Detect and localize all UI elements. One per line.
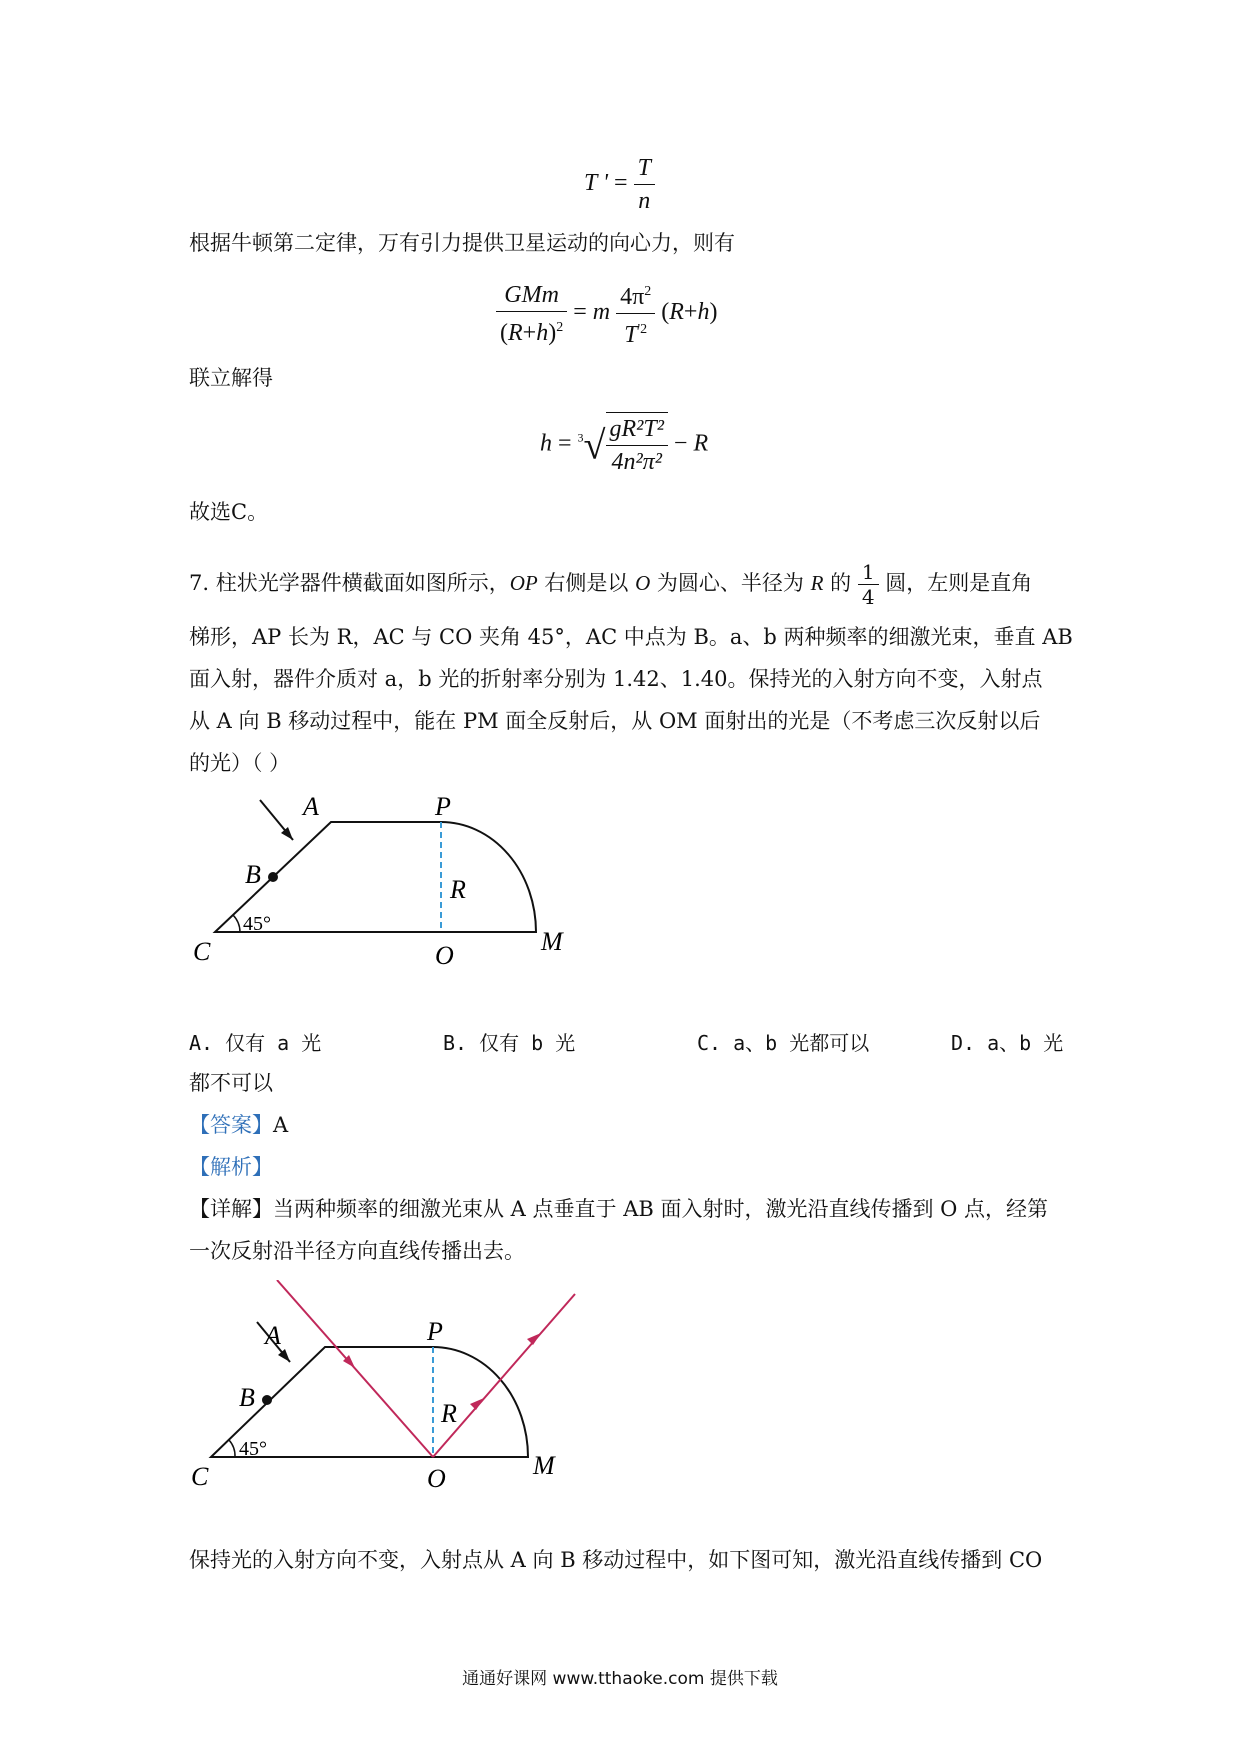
label-P-2: P [427,1317,443,1346]
equation-gravitation: $\frac{\text{GMm}}{(R+h)^2}$ = m $\frac{4\pi^2}{T^{'2}}$ (R+h) [496,276,717,351]
detail-line-1: 【详解】当两种频率的细激光束从 A 点垂直于 AB 面入射时，激光沿直线传播到 O 点，经第 [189,1197,1049,1221]
eq1-fraction [634,152,655,217]
angle-arc [233,915,240,932]
eq1-num: T [634,152,655,185]
label-45-2: 45° [239,1438,267,1460]
text-newton: 根据牛顿第二定律，万有引力提供卫星运动的向心力，则有 [189,231,735,255]
eq2-fraction-right [616,276,655,351]
question-line-1: 7. 柱状光学器件横截面如图所示，OP 右侧是以 O 为圆心、半径为 R 的 $\frac{1}{4}$ 圆，左则是直角 [189,560,1033,609]
answer-tag: 【答案】 [189,1113,273,1137]
figure-cross-section [185,780,585,970]
incident-ray [277,1280,433,1457]
analysis-tag: 【解析】 [189,1155,273,1179]
equation-period: T ' = $\frac{T}{n}$ [584,152,655,217]
label-A: A [303,792,319,821]
label-C-2: C [191,1462,209,1491]
option-a[interactable]: A. 仅有 a 光 [189,1031,322,1055]
eq2-fraction-left [496,279,567,349]
label-B-2: B [239,1383,255,1412]
eq2-frac-den: $T^{'2}$ [624,322,648,348]
angle-arc-2 [229,1440,235,1457]
question-line-5: 的光）（ ） [189,751,291,775]
answer-value: A [273,1113,289,1137]
label-M-2: M [533,1451,555,1480]
label-O: O [435,941,454,970]
question-line-2: 梯形，AP 长为 R，AC 与 CO 夹角 45°，AC 中点为 B。a、b 两种频率的细激光束，垂直 AB [189,625,1073,649]
answer-line [189,1110,1069,1140]
label-P: P [435,792,451,821]
equation-height: h = $^3$√ $\frac{\text{gR²T²}}{\text{4n²π²}}$ − R [540,412,708,478]
option-d-continued: 都不可以 [189,1071,273,1095]
label-R: R [450,875,466,904]
label-R-2: R [441,1399,457,1428]
label-A-2: A [265,1321,281,1350]
option-d[interactable]: D. a、b 光 [951,1031,1064,1055]
eq3-fraction: $\frac{\text{gR²T²}}{\text{4n²π²}}$ [606,412,668,478]
point-b-2 [262,1395,272,1405]
label-45: 45° [243,913,271,935]
eq2-frac-num: $4\pi^2$ [616,276,655,314]
figure-ray-path [185,1280,605,1495]
option-c[interactable]: C. a、b 光都可以 [697,1031,870,1055]
point-b [268,872,278,882]
detail-tag: 【详解】 [189,1197,273,1221]
reflected-ray [433,1294,575,1457]
eq2-den: $(R+h)^2$ [500,319,564,346]
label-B: B [245,860,261,889]
reflected-ray-arrow-2 [527,1333,541,1345]
reflected-ray-arrow-1 [470,1398,484,1410]
label-O-2: O [427,1464,446,1493]
label-C: C [193,937,211,966]
question-line-4: 从 A 向 B 移动过程中，能在 PM 面全反射后，从 OM 面射出的光是（不考虑三次反射以后 [189,709,1041,733]
detail-line-2: 一次反射沿半径方向直线传播出去。 [189,1239,525,1263]
label-M: M [541,927,563,956]
page-footer: 通通好课网 www.tthaoke.com 提供下载 [462,1669,778,1689]
quarter-fraction: $\frac{1}{4}$ [858,560,879,609]
text-choose-c: 故选C。 [189,500,269,524]
eq2-num: GMm [496,279,567,312]
text-last: 保持光的入射方向不变，入射点从 A 向 B 移动过程中，如下图可知，激光沿直线传播到 CO [189,1548,1043,1572]
text-solve: 联立解得 [189,366,273,390]
option-b[interactable]: B. 仅有 b 光 [443,1031,576,1055]
eq1-lhs: T ' [584,170,609,197]
eq1-den: n [638,188,651,214]
question-line-3: 面入射，器件介质对 a，b 光的折射率分别为 1.42、1.40。保持光的入射方向不变，入射点 [189,667,1043,691]
analysis-line [189,1152,1069,1182]
eq2-m: m [592,299,611,326]
